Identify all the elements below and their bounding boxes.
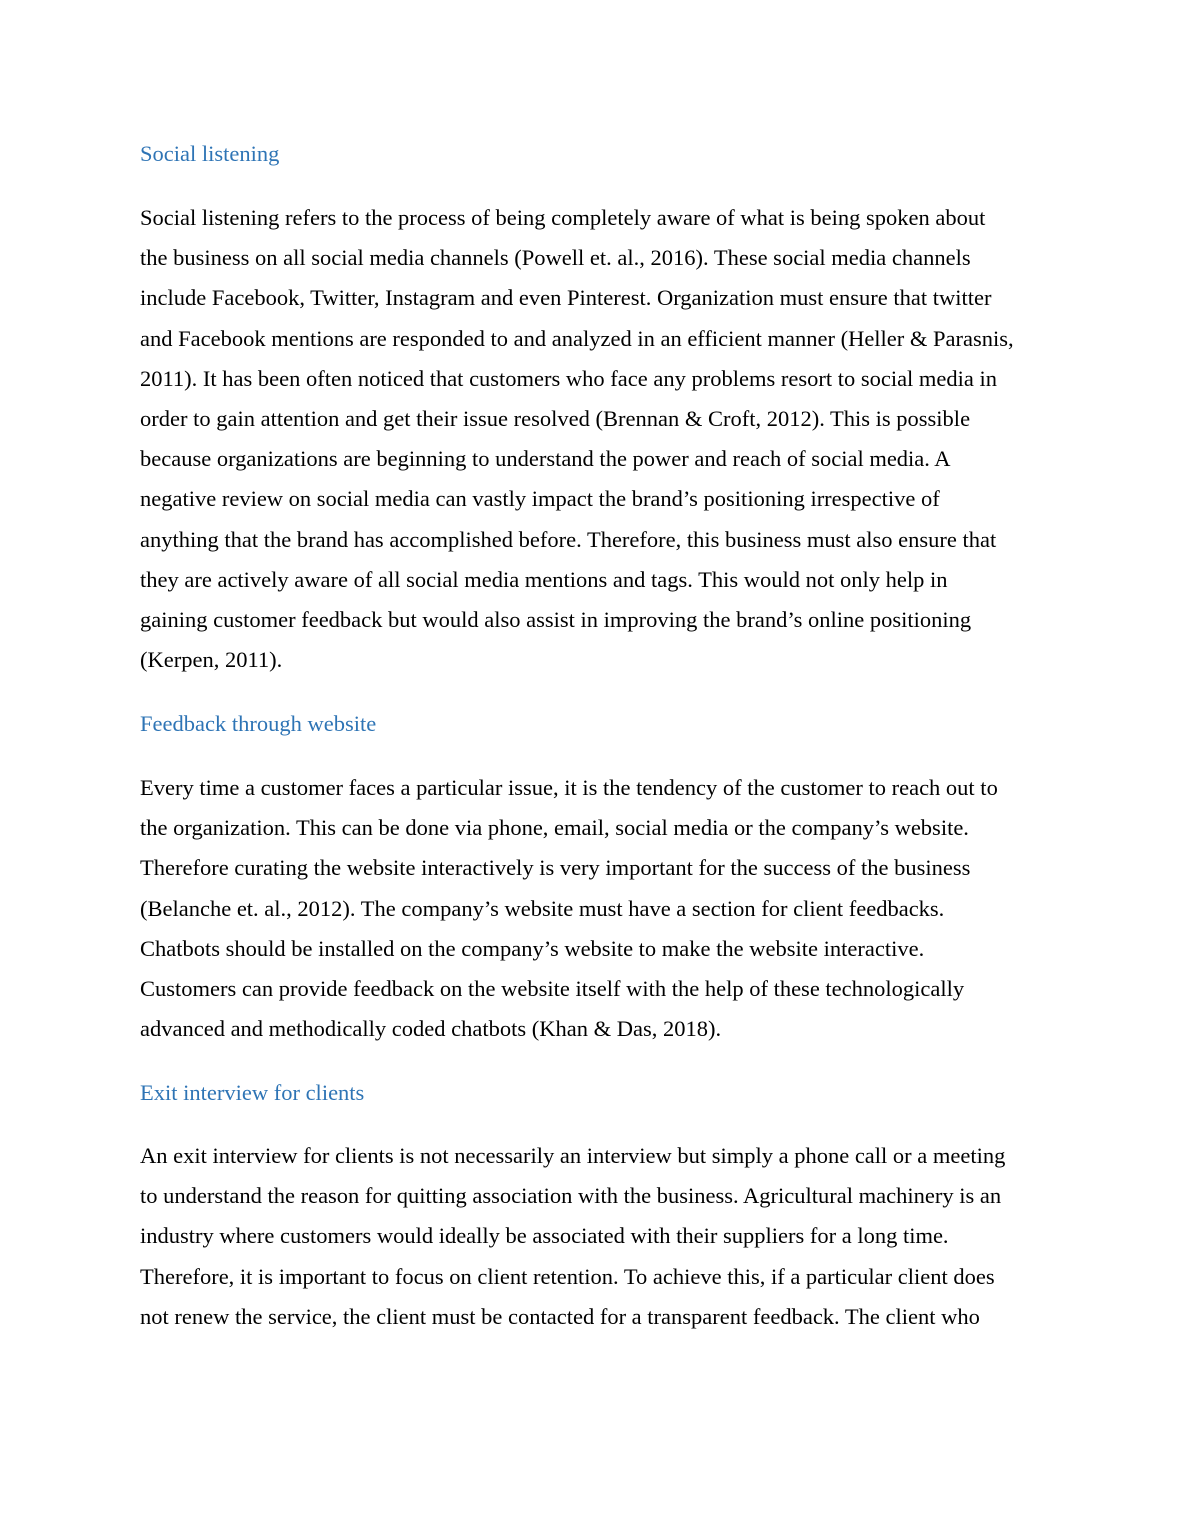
- paragraph-line: Every time a customer faces a particular issue, it is the tendency of the customer to reach out to: [140, 775, 998, 800]
- section-heading-exit-interview: Exit interview for clients: [140, 1080, 365, 1105]
- paragraph-social-listening: [140, 198, 1014, 680]
- paragraph-line: advanced and methodically coded chatbots (Khan & Das, 2018).: [140, 1016, 722, 1042]
- paragraph-line: they are actively aware of all social media mentions and tags. This would not only help in: [140, 566, 948, 592]
- paragraph-line: Therefore, it is important to focus on client retention. To achieve this, if a particular client does: [140, 1263, 995, 1289]
- paragraph-line: industry where customers would ideally be associated with their suppliers for a long time.: [140, 1223, 949, 1249]
- paragraph-feedback-through-website: [140, 768, 998, 1049]
- paragraph-line: 2011). It has been often noticed that customers who face any problems resort to social media in: [140, 365, 998, 391]
- paragraph-line: because organizations are beginning to understand the power and reach of social media. A: [140, 446, 951, 472]
- paragraph-line: and Facebook mentions are responded to and analyzed in an efficient manner (Heller & Parasnis,: [140, 325, 1014, 351]
- paragraph-exit-interview: [140, 1136, 1005, 1337]
- paragraph-line: anything that the brand has accomplished before. Therefore, this business must also ensure that: [140, 526, 997, 552]
- paragraph-line: to understand the reason for quitting association with the business. Agricultural machinery is an: [140, 1183, 1002, 1209]
- paragraph-line: An exit interview for clients is not necessarily an interview but simply a phone call or a meeting: [140, 1143, 1006, 1168]
- paragraph-line: not renew the service, the client must be contacted for a transparent feedback. The client who: [140, 1303, 980, 1329]
- paragraph-line: Customers can provide feedback on the website itself with the help of these technologically: [140, 975, 965, 1001]
- paragraph-line: negative review on social media can vastly impact the brand’s positioning irrespective of: [140, 486, 940, 512]
- paragraph-line: (Kerpen, 2011).: [140, 647, 283, 673]
- paragraph-line: Chatbots should be installed on the company’s website to make the website interactive.: [140, 935, 925, 961]
- paragraph-line: gaining customer feedback but would also assist in improving the brand’s online positioning: [140, 606, 972, 632]
- section-heading-feedback-through-website: Feedback through website: [140, 711, 377, 736]
- paragraph-line: Social listening refers to the process of being completely aware of what is being spoken about: [140, 205, 986, 230]
- paragraph-line: Therefore curating the website interactively is very important for the success of the business: [140, 855, 971, 881]
- section-heading-social-listening: Social listening: [140, 141, 280, 166]
- paragraph-line: include Facebook, Twitter, Instagram and even Pinterest. Organization must ensure that twitter: [140, 285, 992, 311]
- paragraph-line: the organization. This can be done via phone, email, social media or the company’s website.: [140, 815, 969, 841]
- paragraph-line: (Belanche et. al., 2012). The company’s website must have a section for client feedbacks.: [140, 895, 945, 921]
- paragraph-line: the business on all social media channels (Powell et. al., 2016). These social media channels: [140, 245, 971, 271]
- paragraph-line: order to gain attention and get their issue resolved (Brennan & Croft, 2012). This is possible: [140, 405, 971, 431]
